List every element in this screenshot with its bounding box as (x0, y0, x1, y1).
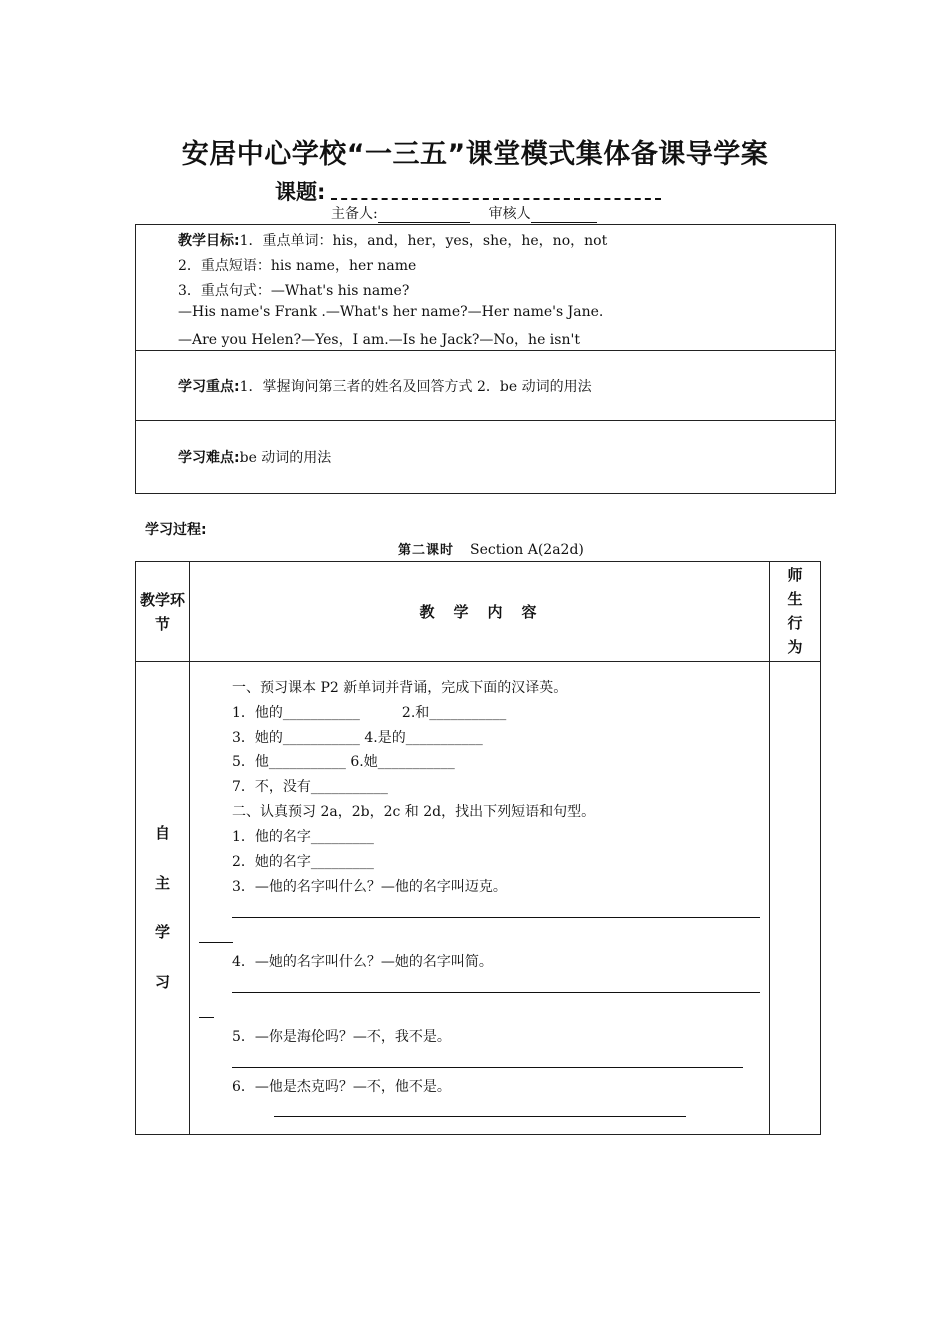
reviewer-label: 审核人 (488, 206, 531, 222)
teacher-student-header (770, 563, 820, 659)
stage-header: 教学环节 (140, 591, 186, 633)
part2-item: 3．—他的名字叫什么？—他的名字叫迈克。 (232, 879, 507, 895)
stage-char: 主 (154, 874, 170, 892)
header-divider (136, 661, 820, 662)
stage-char: 习 (154, 973, 170, 991)
page-title: 安居中心学校“一三五”课堂模式集体备课导学案 (181, 139, 769, 170)
question-5: 5．—你是海伦吗？—不，我不是。 (232, 1029, 451, 1045)
part1-item: 3．她的___________ 4.是的___________ (232, 730, 483, 746)
answer-line[interactable] (274, 1116, 686, 1117)
stage-char: 学 (154, 923, 170, 941)
objective-line: —Are you Helen?—Yes，I am.—Is he Jack?—No，he isn't (178, 332, 580, 348)
preparer-row (331, 203, 597, 223)
focus-section (136, 350, 835, 421)
header-char: 为 (787, 638, 803, 656)
focus-label: 学习重点: (178, 379, 240, 395)
main-table (135, 561, 821, 1135)
part1-item: 1．他的___________ 2.和___________ (232, 705, 507, 721)
part1-item: 7．不，没有___________ (232, 779, 388, 795)
goals-box (135, 224, 836, 494)
objectives-label: 教学目标: (178, 233, 240, 249)
stage-char: 自 (154, 824, 170, 842)
topic-row (275, 176, 661, 206)
part2-item: 2．她的名字_________ (232, 854, 374, 870)
part1-item: 5．他___________ 6.她___________ (232, 754, 455, 770)
difficulty-label: 学习难点: (178, 450, 240, 466)
objective-line: 3．重点句式：—What's his name? (178, 283, 410, 299)
column-divider (189, 562, 190, 1134)
header-char: 行 (787, 614, 803, 632)
part2-heading: 二、认真预习 2a，2b，2c 和 2d，找出下列短语和句型。 (232, 804, 596, 820)
part2-item: 1．他的名字_________ (232, 829, 374, 845)
objective-line: —His name's Frank .—What's her name?—Her name's Jane. (178, 304, 604, 320)
difficulty-section (136, 421, 835, 492)
topic-blank[interactable] (331, 186, 661, 200)
question-6: 6．—他是杰克吗？—不，他不是。 (232, 1079, 451, 1095)
answer-line[interactable] (232, 992, 760, 993)
topic-label: 课题: (275, 180, 326, 204)
difficulty-text: be 动词的用法 (239, 450, 332, 466)
preparer-label: 主备人: (331, 206, 378, 222)
content-header: 教 学 内 容 (419, 603, 539, 621)
objective-line: 2．重点短语：his name，her name (178, 258, 417, 274)
answer-line[interactable] (199, 1017, 214, 1018)
objectives-section (136, 225, 835, 351)
header-char: 生 (787, 590, 803, 608)
answer-line[interactable] (232, 1067, 743, 1068)
focus-text: 1．掌握询问第三者的姓名及回答方式 2．be 动词的用法 (239, 379, 592, 395)
question-4: 4．—她的名字叫什么？—她的名字叫简。 (232, 954, 493, 970)
lesson-row (398, 539, 584, 558)
section-title: Section A(2a2d) (470, 542, 584, 558)
preparer-blank[interactable] (378, 208, 470, 223)
answer-line[interactable] (232, 917, 760, 918)
objective-line: 1．重点单词：his，and，her，yes，she，he，no，not (239, 233, 608, 249)
lesson-number: 第二课时 (398, 543, 455, 558)
process-label: 学习过程: (145, 522, 207, 538)
part1-heading: 一、预习课本 P2 新单词并背诵，完成下面的汉译英。 (232, 680, 568, 696)
header-char: 师 (787, 566, 803, 584)
reviewer-blank[interactable] (531, 208, 597, 223)
answer-line[interactable] (199, 942, 233, 943)
